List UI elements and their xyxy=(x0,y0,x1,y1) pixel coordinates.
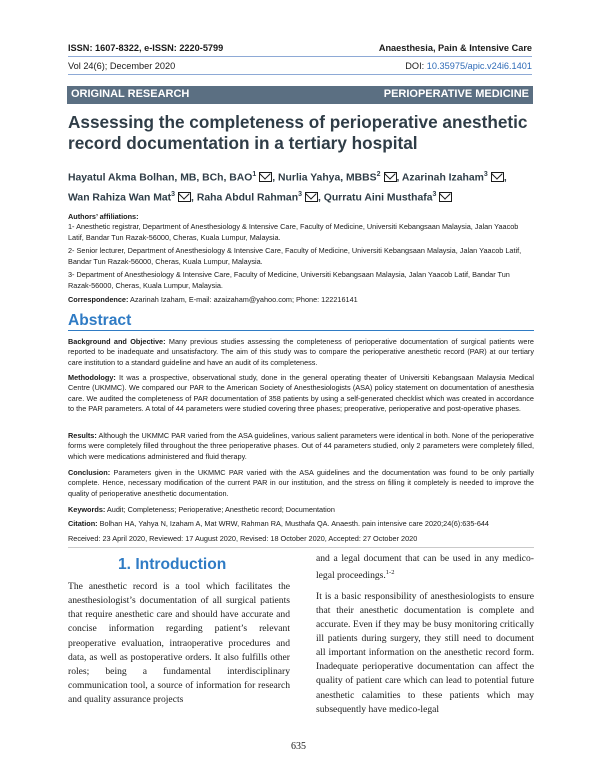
header-divider-2 xyxy=(68,74,532,75)
abstract-results: Results: Although the UKMMC PAR varied from the ASA guidelines, various salient parameters were identical in both. None of the perioperative forms were completely filled throughout the three perioperative phases. Out of 44 parameters studied, only 2 parameters were completely filled, which were medications administered and fluid therapy. xyxy=(68,431,534,461)
email-icon[interactable] xyxy=(259,172,272,182)
email-icon[interactable] xyxy=(305,192,318,202)
author: Qurratu Aini Musthafa xyxy=(323,192,433,204)
dates-rule xyxy=(68,547,534,548)
author: Hayatul Akma Bolhan, MB, BCh, BAO xyxy=(68,172,253,184)
doi-link[interactable]: 10.35975/apic.v24i6.1401 xyxy=(426,61,532,71)
banner-right: PERIOPERATIVE MEDICINE xyxy=(383,88,529,100)
abstract-conclusion: Conclusion: Parameters given in the UKMMC PAR varied with the ASA guidelines and the documentation was found to be only partially complete. Hence, necessary modification of the current PAR in our institution, and the stress on filling it completely is needed to improve the quality of perioperative anesthetic documentation. xyxy=(68,468,534,498)
abstract-citation: Citation: Bolhan HA, Yahya N, Izaham A, Mat WRW, Rahman RA, Musthafa QA. Anaesth. pain intensive care 2020;24(6):635-644 xyxy=(68,519,489,528)
journal-name: Anaesthesia, Pain & Intensive Care xyxy=(378,43,532,53)
header-divider xyxy=(68,56,532,57)
email-icon[interactable] xyxy=(491,172,504,182)
abstract-methodology: Methodology: It was a prospective, observational study, done in the general operating theater of Universiti Kebangsaan Malaysia Medical Centre (UKMMC). We compared our PAR to the American Society of Anesthesiologists (ASA) policy statement on documentation of anesthesia care. We audited the completeness of PAR documentation of 358 patients by using a self-generated checklist which was created in accordance to the PAR parameters. A total of 44 parameters were studied covering three phases; preoperative, perioperative and post-operative phases. xyxy=(68,373,534,414)
correspondence: Correspondence: Azarinah Izaham, E-mail: azaizaham@yahoo.com; Phone: 122216141 xyxy=(68,294,358,304)
intro-left-column: The anesthetic record is a tool which facilitates the anesthesiologist’s documentation of all surgical patients that require anesthetic care and should have accurate and concise information regarding patient’s relevant preoperative evaluation, intraoperative procedures and data, as well as postoperative orders. It also fulfills other roles; being a fundamental interdisciplinary communication tool, a source of information for research and quality assurance projects xyxy=(68,581,290,706)
paper-title: Assessing the completeness of perioperative anesthetic record documentation in a tertiary hospital xyxy=(68,112,528,153)
email-icon[interactable] xyxy=(384,172,397,182)
author: Raha Abdul Rahman xyxy=(196,192,299,204)
abstract-background: Background and Objective: Many previous studies assessing the completeness of perioperative documentation of surgical patients were reported to be inadequate and unsatisfactory. The aim of this study was to compare the perioperative anesthetic record (PAR) at our tertiary care institution to a standard guideline and have an audit of its completeness. xyxy=(68,337,534,367)
email-icon[interactable] xyxy=(178,192,191,202)
affiliation-2-text: 2- Senior lecturer, Department of Anesthesiology & Intensive Care, Faculty of Medicine, Universiti Kebangsaan Malaysia, Jalan Yaacob Latif, Bandar Tun Razak-56000, Cheras, Kuala Lumpur, Malaysia. xyxy=(68,246,522,266)
doi-label: DOI: xyxy=(405,61,427,71)
author: Azarinah Izaham xyxy=(401,172,484,184)
author: Nurlia Yahya, MBBS xyxy=(278,172,377,184)
intro-right-column: and a legal document that can be used in any medico-legal proceedings.$^{1-2}$ It is a basic responsibility of anesthesiologists to ensure that their anesthetic documentation is complete and accurate. Even if they may be busy monitoring critically ill patients during surgery, they still need to document all important information on the anesthetic record form. Inadequate perioperative documentation can affect the quality of patient care which can lead to potential future anesthetic calamities to these patients which may subsequently have medico-legal xyxy=(316,553,534,715)
abstract-keywords: Keywords: Audit; Completeness; Perioperative; Anesthetic record; Documentation xyxy=(68,505,335,514)
issn: ISSN: 1607-8322, e-ISSN: 2220-5799 xyxy=(68,43,224,53)
banner-left: ORIGINAL RESEARCH xyxy=(71,88,190,100)
author: Wan Rahiza Wan Mat xyxy=(68,192,172,204)
page-number: 635 xyxy=(291,741,306,752)
introduction-heading: 1. Introduction xyxy=(118,556,227,573)
email-icon[interactable] xyxy=(439,192,452,202)
affiliation-1-text: 1- Anesthetic registrar, Department of Anesthesiology & Intensive Care, Faculty of Medicine, Universiti Kebangsaan Malaysia, Jalan Yaacob Latif, Bandar Tun Razak-56000, Cheras, Kuala Lumpur, Malaysia. xyxy=(68,222,519,242)
volume: Vol 24(6); December 2020 xyxy=(68,61,176,71)
article-type-banner xyxy=(67,86,533,104)
abstract-heading: Abstract xyxy=(68,312,132,329)
affiliations-heading: Authors’ affiliations: xyxy=(68,212,139,221)
abstract-dates: Received: 23 April 2020, Reviewed: 17 August 2020, Revised: 18 October 2020, Accepted: 27 October 2020 xyxy=(68,534,418,543)
doi xyxy=(405,61,532,71)
author-list: Hayatul Akma Bolhan, MB, BCh, BAO$^1$ , Nurlia Yahya, MBBS$^2$ , Azarinah Izaham$^3$ , Wan Rahiza Wan Mat$^3$ , Raha Abdul Rahman$^3$ , Qurratu Aini Musthafa$^3$ xyxy=(68,171,507,204)
affiliation-3-text: 3- Department of Anesthesiology & Intensive Care, Faculty of Medicine, Universiti Kebangsaan Malaysia, Jalan Yaacob Latif, Bandar Tun Razak-56000, Cheras, Kuala Lumpur, Malaysia. xyxy=(68,270,510,290)
abstract-rule xyxy=(68,330,534,331)
affiliations-block xyxy=(68,222,530,305)
